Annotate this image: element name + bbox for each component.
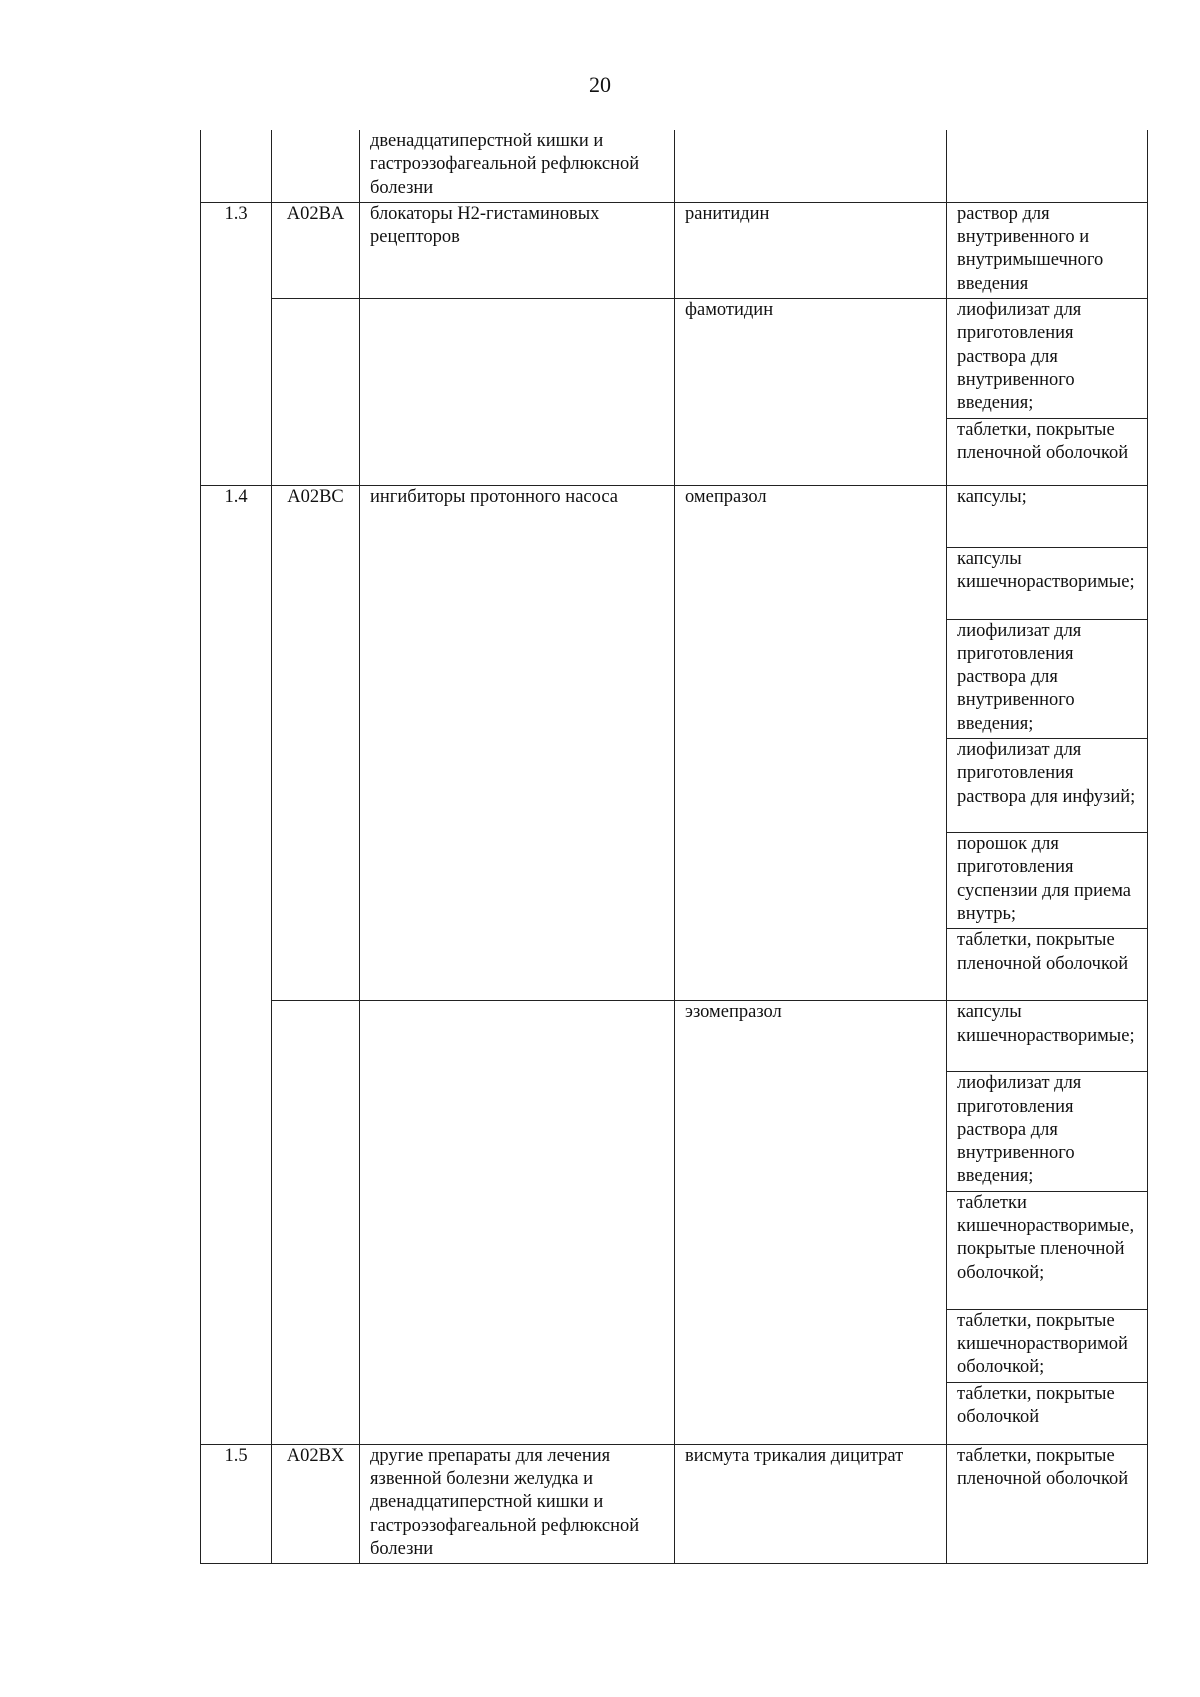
table-row xyxy=(201,130,1148,202)
dosage-form-cell: порошок для приготовления суспензии для приема внутрь; xyxy=(947,833,1148,929)
drug-name-cell: омепразол xyxy=(675,485,947,1001)
table-row xyxy=(201,1001,1148,1072)
dosage-form-cell: лиофилизат для приготовления раствора для внутривенного введения; xyxy=(947,1072,1148,1191)
table-cell xyxy=(201,130,272,202)
group-number-cell: 1.4 xyxy=(201,485,272,1444)
table-cell xyxy=(272,130,360,202)
table-cell xyxy=(360,1001,675,1444)
table-cell xyxy=(675,130,947,202)
drug-table xyxy=(200,130,1147,1564)
dosage-form-cell: таблетки, покрытые кишечнорастворимой оболочкой; xyxy=(947,1309,1148,1382)
dosage-form-cell: таблетки кишечнорастворимые, покрытые пленочной оболочкой; xyxy=(947,1191,1148,1309)
table-cell xyxy=(947,130,1148,202)
atc-code-cell: A02BA xyxy=(272,202,360,298)
table-row xyxy=(201,202,1148,298)
page-number: 20 xyxy=(589,72,611,97)
dosage-form-cell: таблетки, покрытые пленочной оболочкой xyxy=(947,418,1148,485)
table-cell xyxy=(360,299,675,485)
dosage-form-cell: таблетки, покрытые оболочкой xyxy=(947,1382,1148,1444)
group-name-cell: блокаторы Н2-гистаминовых рецепторов xyxy=(360,202,675,298)
table-row xyxy=(201,1444,1148,1563)
table-cell xyxy=(272,299,360,485)
group-number-cell: 1.3 xyxy=(201,202,272,485)
dosage-form-cell: лиофилизат для приготовления раствора для инфузий; xyxy=(947,739,1148,833)
drug-name-cell: ранитидин xyxy=(675,202,947,298)
dosage-form-cell: капсулы; xyxy=(947,485,1148,547)
dosage-form-cell: капсулы кишечнорастворимые; xyxy=(947,547,1148,619)
dosage-form-cell: раствор для внутривенного и внутримышечного введения xyxy=(947,202,1148,298)
dosage-form-cell: лиофилизат для приготовления раствора для внутривенного введения; xyxy=(947,299,1148,418)
atc-code-cell: A02BX xyxy=(272,1444,360,1563)
drug-name-cell: висмута трикалия дицитрат xyxy=(675,1444,947,1563)
drug-name-cell: эзомепразол xyxy=(675,1001,947,1444)
dosage-form-cell: таблетки, покрытые пленочной оболочкой xyxy=(947,1444,1148,1563)
group-number-cell: 1.5 xyxy=(201,1444,272,1563)
group-name-cell: другие препараты для лечения язвенной болезни желудка и двенадцатиперстной кишки и гастроэзофагеальной рефлюксной болезни xyxy=(360,1444,675,1563)
dosage-form-cell: лиофилизат для приготовления раствора для внутривенного введения; xyxy=(947,619,1148,738)
dosage-form-cell: капсулы кишечнорастворимые; xyxy=(947,1001,1148,1072)
group-name-cell: двенадцатиперстной кишки и гастроэзофагеальной рефлюксной болезни xyxy=(360,130,675,202)
group-name-cell: ингибиторы протонного насоса xyxy=(360,485,675,1001)
table-cell xyxy=(272,1001,360,1444)
drug-name-cell: фамотидин xyxy=(675,299,947,485)
dosage-form-cell: таблетки, покрытые пленочной оболочкой xyxy=(947,929,1148,1001)
table-row xyxy=(201,485,1148,547)
atc-code-cell: A02BC xyxy=(272,485,360,1001)
table-row xyxy=(201,299,1148,418)
